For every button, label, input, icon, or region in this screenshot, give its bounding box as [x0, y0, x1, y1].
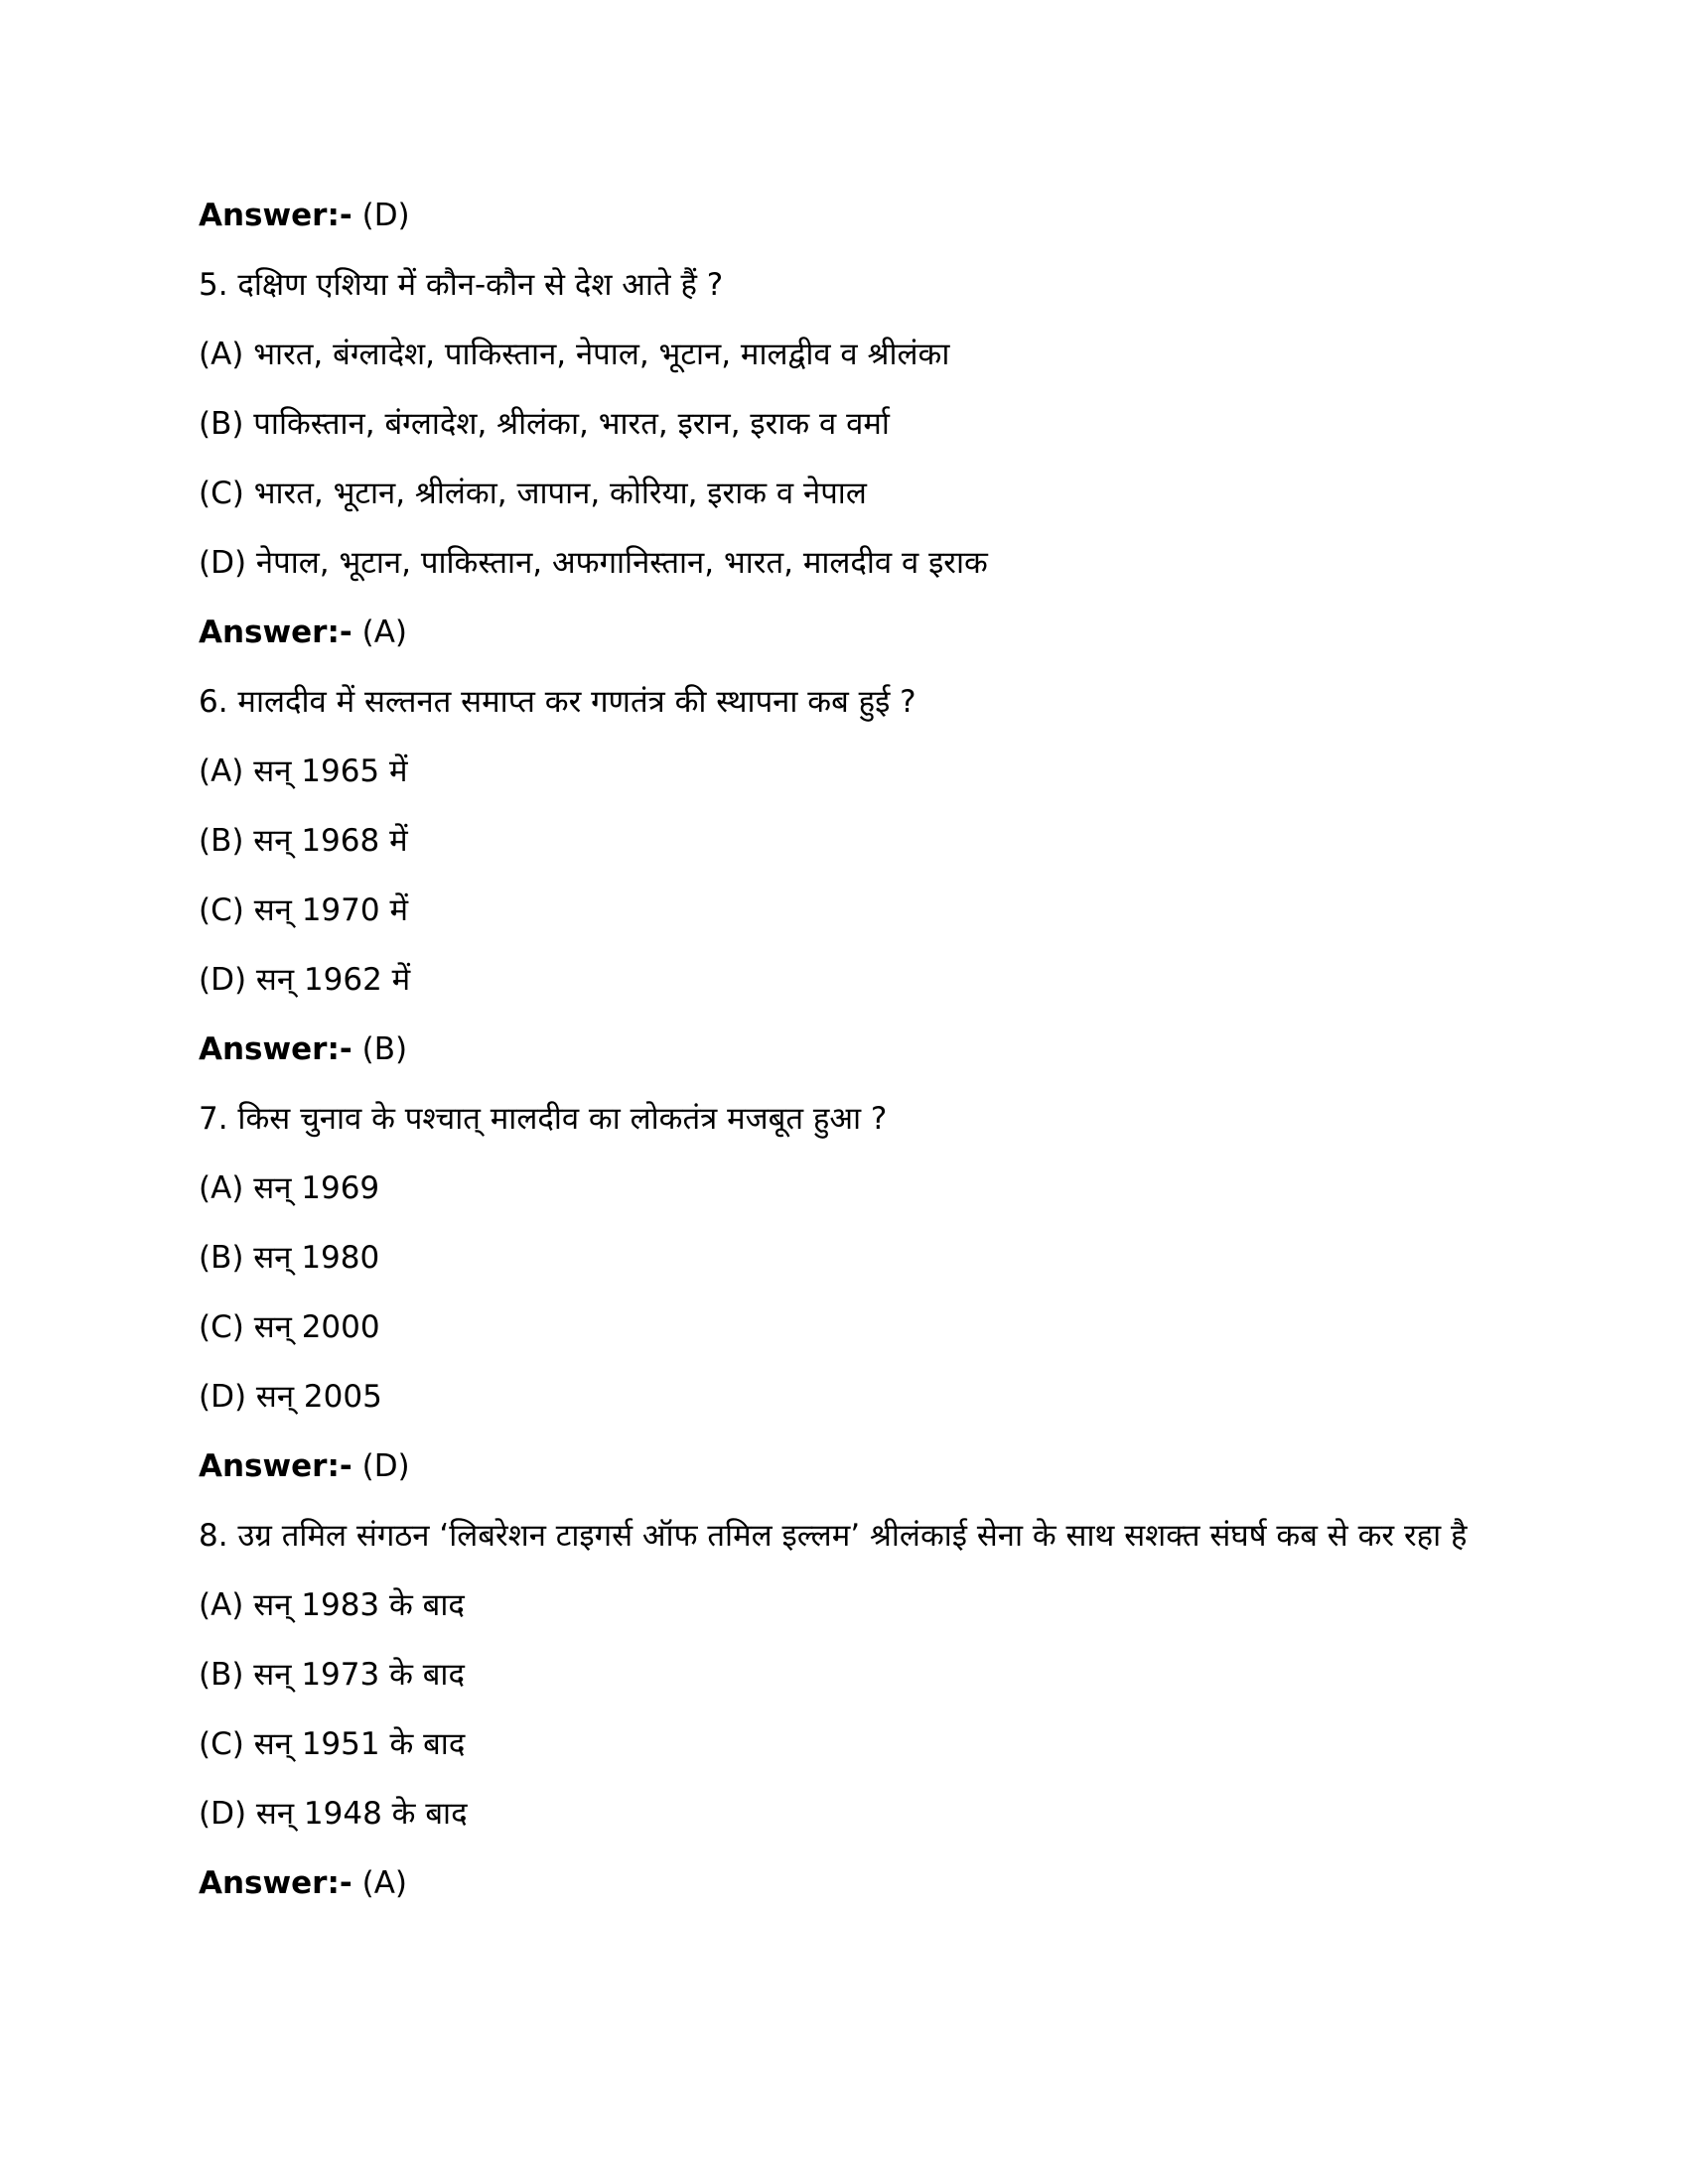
option-c: (C) सन् 2000	[199, 1309, 380, 1345]
answer-value: (B)	[361, 1031, 408, 1067]
answer-label: Answer:-	[199, 198, 352, 233]
answer-label: Answer:-	[199, 1031, 352, 1067]
option-b: (B) सन् 1980	[199, 1240, 380, 1276]
option-b: (B) सन् 1973 के बाद	[199, 1657, 465, 1693]
question-text: 5. दक्षिण एशिया में कौन-कौन से देश आते हैं ?	[199, 267, 724, 303]
option-b: (B) पाकिस्तान, बंग्लादेश, श्रीलंका, भारत, इरान, इराक व वर्मा	[199, 406, 890, 442]
option-b: (B) सन् 1968 में	[199, 823, 408, 859]
question-text: 7. किस चुनाव के पश्चात् मालदीव का लोकतंत्र मजबूत हुआ ?	[199, 1101, 888, 1137]
option-a: (A) भारत, बंग्लादेश, पाकिस्तान, नेपाल, भूटान, मालद्वीव व श्रीलंका	[199, 337, 950, 372]
document-page	[199, 194, 1509, 1931]
question-text: 8. उग्र तमिल संगठन ‘लिबरेशन टाइगर्स ऑफ तमिल इल्लम’ श्रीलंकाई सेना के साथ सशक्त संघर्ष कब से कर रहा है	[199, 1518, 1468, 1554]
answer-label: Answer:-	[199, 1448, 352, 1484]
answer-value: (A)	[361, 614, 407, 650]
answer-line	[199, 611, 1509, 655]
answer-label: Answer:-	[199, 1865, 352, 1901]
option-a: (A) सन् 1969	[199, 1170, 380, 1206]
answer-line	[199, 1444, 1509, 1489]
question-text: 6. मालदीव में सल्तनत समाप्त कर गणतंत्र की स्थापना कब हुई ?	[199, 684, 916, 720]
option-a: (A) सन् 1965 में	[199, 753, 408, 789]
answer-line	[199, 194, 1509, 238]
answer-value: (D)	[361, 198, 410, 233]
answer-value: (D)	[361, 1448, 410, 1484]
answer-label: Answer:-	[199, 614, 352, 650]
answer-line	[199, 1027, 1509, 1072]
option-d: (D) सन् 1948 के बाद	[199, 1796, 468, 1832]
option-a: (A) सन् 1983 के बाद	[199, 1587, 465, 1623]
option-c: (C) सन् 1951 के बाद	[199, 1726, 466, 1762]
answer-line	[199, 1861, 1509, 1906]
option-c: (C) सन् 1970 में	[199, 892, 408, 928]
option-c: (C) भारत, भूटान, श्रीलंका, जापान, कोरिया, इराक व नेपाल	[199, 476, 867, 511]
answer-value: (A)	[361, 1865, 407, 1901]
option-d: (D) नेपाल, भूटान, पाकिस्तान, अफगानिस्तान, भारत, मालदीव व इराक	[199, 545, 988, 581]
option-d: (D) सन् 2005	[199, 1379, 382, 1415]
option-d: (D) सन् 1962 में	[199, 962, 411, 998]
